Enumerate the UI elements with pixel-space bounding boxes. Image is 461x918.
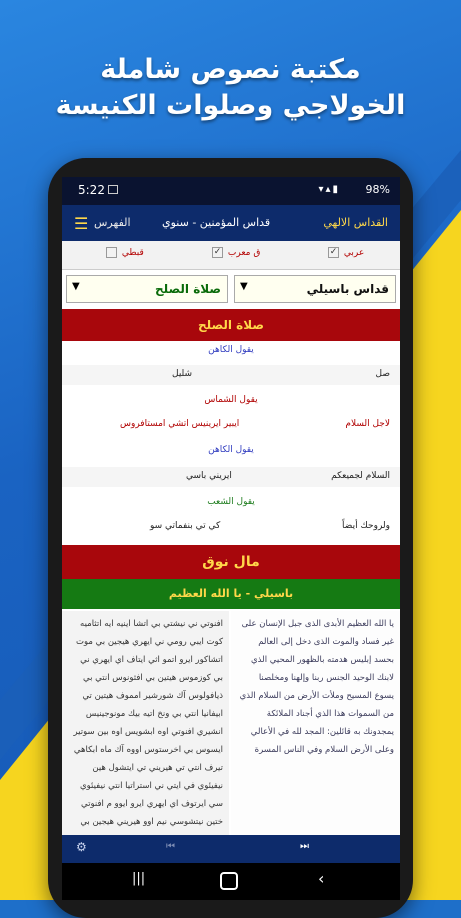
checkbox-empty-icon[interactable] xyxy=(106,247,117,258)
priest-response-row-2 xyxy=(62,467,400,487)
settings-gear-icon[interactable]: ⚙ xyxy=(76,840,87,854)
coptic-text-column: افنوتي ني نيشتي بي اتشا اينيه ايه اتثاميه كوت ايبي رومي ني ايهري هيجين بي موت اتشاكور ايرو اتمو اثي ايتاف اي ايهري ني بي كوزموس هيتين بي افثونوس انتي بي ذيافولوس آك شورشير امموف هيتين تي ابيفانيا انتي بي ونخ اتيه بيك مونوجينيس انشيري افنوتي اوه ابشويس اوه بين سوتير ايسوس بي اخرستوس اووه آك ماه ابكاهي تيرف انتي تي هيريني تي ايتشول هين نيفيئوي في ايتي ني استراتيا انتي نيفيئوي سي ايرتوف اي ايهري ايرو ايوو م افنوتي ختين نيتشوسي نيم اوو هيريني هيجين بي xyxy=(62,611,229,836)
bottom-toolbar xyxy=(62,835,400,863)
recent-apps-icon[interactable]: ||| xyxy=(132,871,146,886)
checkbox-checked-icon[interactable]: ✓ xyxy=(329,247,338,257)
home-icon[interactable] xyxy=(220,872,238,890)
promo-headline-2: الخولاجي وصلوات الكنيسة xyxy=(55,90,406,121)
deacon-caption: يقول الشماس xyxy=(204,395,258,405)
battery-level: 98% xyxy=(365,183,390,196)
hymn-title-bar: مال نوق xyxy=(62,545,400,579)
dropdown-arrow-icon: ▼ xyxy=(72,281,80,292)
app-bar xyxy=(62,205,400,241)
next-icon[interactable]: ⏭ xyxy=(300,841,309,852)
app-title: قداس المؤمنين - سنوي xyxy=(162,216,271,229)
dropdown-arrow-icon: ▼ xyxy=(240,281,248,292)
people-caption: يقول الشعب xyxy=(207,497,255,507)
people-response-row xyxy=(62,517,400,537)
language-option-coptic-arabized[interactable]: ✓ ق معرب xyxy=(213,247,261,258)
hymn-subtitle-bar: باسيلي - يا الله العظيم xyxy=(62,579,400,609)
priest-coptic-text-2: ايريني باسي xyxy=(186,471,232,481)
liturgy-select[interactable]: ▼ قداس باسيلي xyxy=(234,275,396,303)
priest-arabic-text-2: السلام لجميعكم xyxy=(331,471,390,481)
previous-icon[interactable]: ⏮ xyxy=(166,841,175,852)
priest-response-row xyxy=(62,365,400,385)
hamburger-menu-icon[interactable]: ☰ xyxy=(74,214,89,233)
language-option-coptic[interactable]: قبطي xyxy=(106,247,144,258)
priest-arabic-text: صل xyxy=(375,369,390,379)
status-bar xyxy=(62,177,400,205)
phone-screen xyxy=(62,177,400,900)
deacon-coptic-text: ايبير ايرينيس اتشي امستافروس xyxy=(120,419,240,429)
checkbox-checked-icon[interactable]: ✓ xyxy=(213,247,222,257)
language-options xyxy=(62,241,400,270)
image-notification-icon xyxy=(108,185,118,194)
deacon-arabic-text: لاجل السلام xyxy=(345,419,390,429)
android-nav-bar xyxy=(62,863,400,900)
section-title: القداس الالهي xyxy=(323,216,388,229)
prayer-select[interactable]: ▼ صلاة الصلح xyxy=(66,275,228,303)
signal-icon: ▾▴▮ xyxy=(318,184,340,195)
arabic-text-column: يا الله العظيم الأبدى الذى جبل الإنسان على غير فساد والموت الذى دخل إلى العالم بحسد إبليس هدمته بالظهور المحيي الذي لابنك الوحيد الجنس ربنا وإلهنا ومخلصنا يسوع المسيح وملأت الأرض من السلام الذي من السموات هذا الذي أجناد الملائكة يمجدونك به قائلين: المجد لله في الأعالي وعلى الأرض السلام وفي الناس المسرة xyxy=(231,611,400,836)
deacon-response-row xyxy=(62,415,400,435)
priest-caption: يقول الكاهن xyxy=(208,345,254,355)
status-time: 5:22 xyxy=(78,183,105,197)
language-option-arabic[interactable]: ✓ عربي xyxy=(329,247,365,258)
priest-caption-2: يقول الكاهن xyxy=(208,445,254,455)
selectors-row xyxy=(62,271,400,307)
people-coptic-text: كي تي بنفماتي سو xyxy=(150,521,221,531)
promo-headline-1: مكتبة نصوص شاملة xyxy=(100,54,361,85)
index-menu-label[interactable]: الفهرس xyxy=(94,216,131,229)
back-icon[interactable]: ‹ xyxy=(318,869,325,888)
priest-coptic-text: شليل xyxy=(172,369,193,379)
people-arabic-text: ولروحك أيضاً xyxy=(342,521,390,531)
section-title-bar: صلاة الصلح xyxy=(62,309,400,341)
